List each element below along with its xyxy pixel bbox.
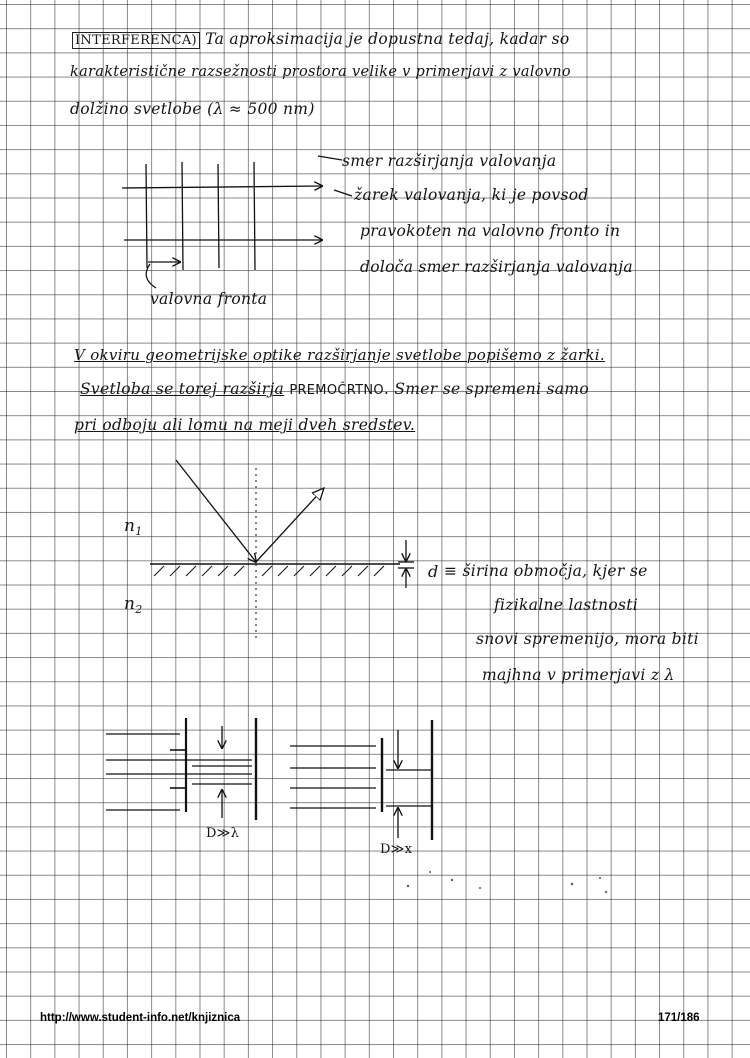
front-label-pointer [146, 264, 156, 288]
interface-note-2: fizikalne lastnosti [494, 596, 639, 614]
rectilinear-keyword: PREMOČRTNO [289, 383, 384, 398]
left-aperture-condition: D≫λ [206, 826, 240, 841]
ray-description-1: žarek valovanja, ki je povsod [354, 186, 589, 204]
ray-description-3: določa smer razširjanja valovanja [360, 258, 633, 276]
direction-label: smer razširjanja valovanja [342, 152, 557, 170]
ray-pointer [334, 190, 352, 196]
n2-subscript: 2 [135, 603, 143, 616]
optics-line-2-start: Svetloba se torej razširja [80, 380, 285, 398]
right-aperture-condition: D≫x [380, 842, 413, 857]
n1-symbol: n [124, 516, 136, 536]
wave-front-1 [146, 164, 147, 268]
wave-front-2 [182, 162, 183, 270]
wave-front-4 [254, 162, 255, 270]
direction-pointer [318, 156, 342, 160]
lambda-value: λ ≈ 500 nm [213, 100, 309, 118]
ray-arrow-1 [122, 186, 322, 188]
incident-ray [176, 460, 256, 562]
n1-subscript: 1 [135, 525, 143, 538]
reflected-ray [256, 488, 324, 562]
optics-line-1: V okviru geometrijske optike razširjanje svetlobe popišemo z žarki. [74, 346, 605, 364]
intro-line-1-text: Ta aproksimacija je dopustna tedaj, kadar so [205, 30, 570, 48]
interference-term: INTERFERENCA) [72, 32, 200, 49]
wave-front-3 [218, 164, 219, 268]
optics-line-2-end: . Smer se spremeni samo [383, 380, 589, 398]
intro-line-3-end: ) [308, 100, 315, 118]
interface-thickness-symbol: d [428, 562, 439, 581]
wave-front-label: valovna fronta [150, 290, 268, 308]
page-number: 171/186 [658, 1012, 700, 1024]
interface-note-4: majhna v primerjavi z λ [482, 666, 675, 684]
scan-noise [407, 871, 607, 893]
intro-line-2: karakteristične razsežnosti prostora velike v primerjavi z valovno [70, 64, 571, 80]
ray-description-2: pravokoten na valovno fronto in [360, 222, 621, 240]
interface-note-1: ≡ širina območja, kjer se [444, 562, 648, 580]
intro-line-3-start: dolžino svetlobe ( [70, 100, 214, 118]
footer-url: http://www.student-info.net/knjiznica [40, 1012, 241, 1024]
boundary-hatching [154, 566, 384, 576]
n2-symbol: n [124, 594, 136, 614]
optics-line-3: pri odboju ali lomu na meji dveh sredstev. [74, 416, 416, 434]
interface-note-3: snovi spremenijo, mora biti [476, 630, 699, 648]
